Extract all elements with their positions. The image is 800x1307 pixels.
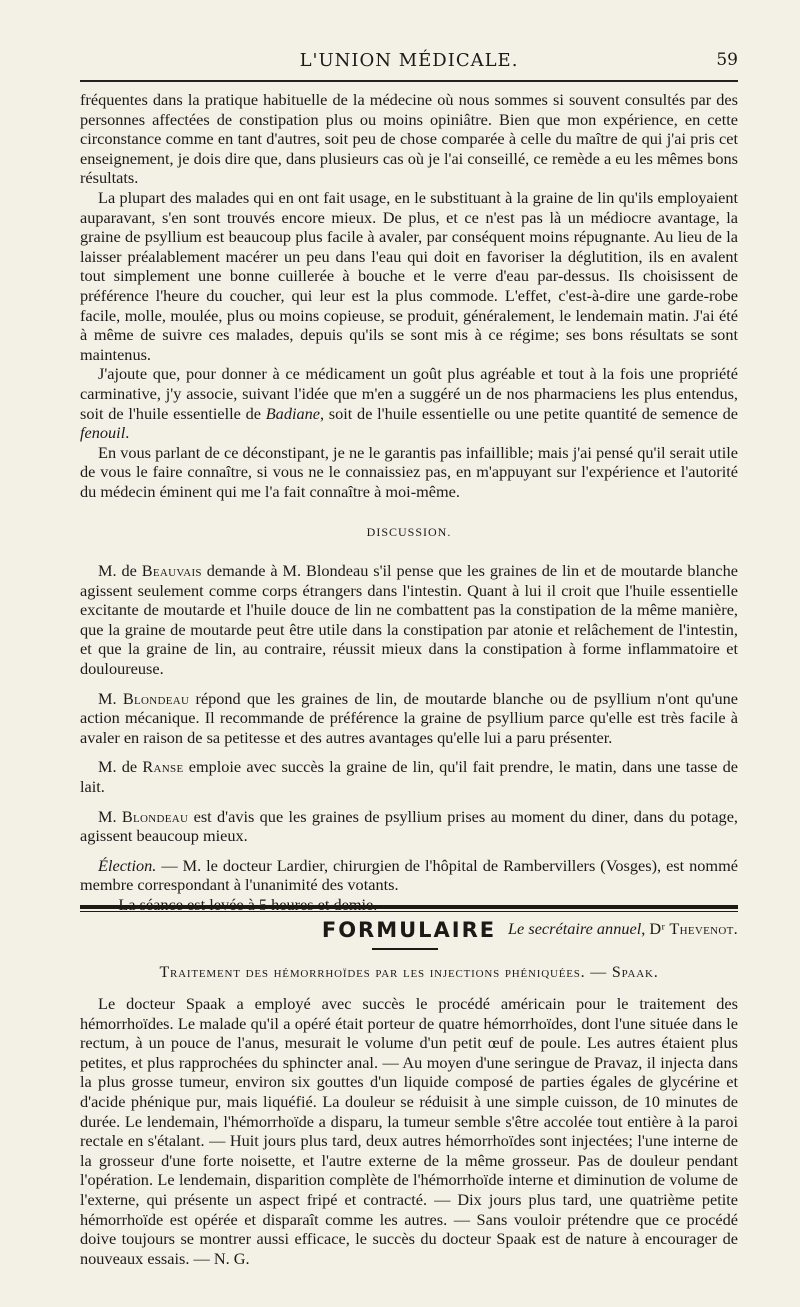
paragraph-psyllium: La plupart des malades qui en ont fait usage, en le substituant à la graine de lin qu'ils employaient auparavant, s'en sont trouvés encore mieux. De plus, et ce n'est pas là un médiocre avantage, la graine de psyllium est beaucoup plus facile à avaler, par conséquent moins répugnante. Au lieu de la laisser préalablement macérer un peu dans l'eau qui doit en favoriser la déglutition, ils en avalent tout simplement une bonne cuillerée à bouche et le verre d'eau par-dessus. Ils choisissent de préférence l'heure du coucher, qui leur est la plus commode. L'effet, c'est-à-dire une garde-robe facile, molle, moulée, plus ou moins copieuse, se produit, généralement, le lendemain matin. J'ai été à même de suivre ces malades, depuis qu'ils se sont mis à ce régime; ses bons résultats se sont maintenus.: [80, 187, 738, 364]
election-label: Élection.: [98, 855, 157, 875]
formula-body: [80, 994, 738, 1268]
discussion-ranse: M. de Ranse emploie avec succès la graine de lin, qu'il fait prendre, le matin, dans une tasse de lait.: [80, 757, 738, 796]
paragraph-continuation: fréquentes dans la pratique habituelle de la médecine où nous sommes si souvent consultés par des personnes affectées de constipation plus ou moins opiniâtre. Bien que mon expérience, en cette circonstance comme en tant d'autres, soit peu de chose comparée à celle du maître de qui j'ai pris cet enseignement, je dois dire que, dans plusieurs cas où je l'ai conseillé, ce remède a eu les mêmes bons résultats.: [80, 90, 738, 188]
article-body: [80, 90, 738, 938]
speaker-name: Ranse: [142, 757, 184, 777]
term-badiane: Badiane: [265, 403, 320, 423]
discussion-blondeau-opinion: M. Blondeau est d'avis que les graines de psyllium prises au moment du diner, dans du potage, agissent beaucoup mieux.: [80, 806, 738, 846]
session-closing: — La séance est levée à 5 heures et demie.: [98, 894, 378, 914]
signature: Le secrétaire annuel, Dʳ Thevenot.: [508, 918, 738, 938]
speaker-name: Blondeau: [121, 806, 189, 826]
speaker-name: Blondeau: [122, 688, 190, 708]
header-rule: [80, 80, 738, 82]
running-title: L'UNION MÉDICALE.: [299, 50, 519, 71]
formula-paragraph: Le docteur Spaak a employé avec succès le procédé américain pour le traitement des hémorrhoïdes. Le malade qu'il a opéré était porteur de quatre hémorrhoïdes, dont l'une située dans le rectum, à un pouce de l'anus, mesurait le volume d'un petit œuf de poule. Les autres étaient plus petites, et plus rapprochées du sphincter anal. — Au moyen d'une seringue de Pravaz, il injecta dans la plus grosse tumeur, environ six gouttes d'un liquide composé de parties égales de glycérine et d'acide phénique pur, mais liquéfié. La douleur se réduisit à une simple cuisson, de 10 minutes de durée. Le lendemain, l'hémorrhoïde a disparu, la tumeur semble s'être accolée tout entière à la paroi rectale en s'étalant. — Huit jours plus tard, deux autres hémorrhoïdes sont injectées; l'une interne de la grosseur d'une forte noisette, et l'autre externe de la même grosseur. Pas de douleur pendant l'opération. Le lendemain, disparition complète de l'hémorrhoïde interne et diminution de volume de l'externe, qui présente un aspect fripé et contracté. — Dix jours plus tard, une quatrième petite hémorrhoïde est opérée et disparaît comme les autres. — Sans vouloir prétendre que ce procédé doive toujours se montrer aussi efficace, le succès du docteur Spaak est de nature à encourager de nouveaux essais. — N. G.: [80, 994, 738, 1268]
section-title: FORMULAIRE: [321, 918, 497, 942]
section-divider: [80, 905, 738, 909]
election-notice: Élection. — M. le docteur Lardier, chirurgien de l'hôpital de Rambervillers (Vosges), est nommé membre correspondant à l'unanimité des votants.: [80, 855, 738, 895]
paragraph-carminative: J'ajoute que, pour donner à ce médicament un goût plus agréable et tout à la fois une propriété carminative, j'y associe, suivant l'idée que m'en a suggéré un de nos pharmaciens les plus entendus, soit de l'huile essentielle de Badiane, soit de l'huile essentielle ou une petite quantité de semence de fenouil.: [80, 364, 738, 443]
discussion-blondeau-reply: M. Blondeau répond que les graines de lin, de moutarde blanche ou de psyllium n'ont qu'une action mécanique. Il recommande de préférence la graine de psyllium parce qu'elle est très facile à avaler en raison de sa petitesse et des autres avantages qu'elle lui a paru présenter.: [80, 688, 738, 747]
discussion-heading: DISCUSSION.: [366, 525, 452, 540]
page-number: 59: [716, 50, 738, 70]
discussion-beauvais: M. de Beauvais demande à M. Blondeau s'il pense que les graines de lin et de moutarde blanche agissent seulement comme corps étrangers dans l'intestin. Quant à lui il croit que l'huile essentielle excitante de moutarde et l'huile douce de lin ne combattent pas la constipation de la même manière, que la graine de moutarde peut être utile dans la constipation par atonie et relâchement de l'intestin, et que la graine de lin, au contraire, réussit mieux dans la constipation à forme inflammatoire et douloureuse.: [80, 561, 738, 679]
formula-title: Traitement des hémorrhoïdes par les injections phéniquées. — Spaak.: [159, 964, 659, 981]
speaker-name: Beauvais: [141, 561, 202, 581]
signature-name: Dʳ Thevenot.: [649, 918, 738, 938]
page-header: [80, 50, 738, 74]
paragraph-conclusion: En vous parlant de ce déconstipant, je ne le garantis pas infaillible; mais j'ai pensé qu'il serait utile de vous le faire connaître, si vous ne le connaissiez pas, en m'appuyant sur l'expérience et l'autorité du médecin éminent qui me l'a fait connaître à moi-même.: [80, 442, 738, 501]
title-underline: [372, 948, 438, 950]
term-fenouil: fenouil: [80, 423, 126, 443]
